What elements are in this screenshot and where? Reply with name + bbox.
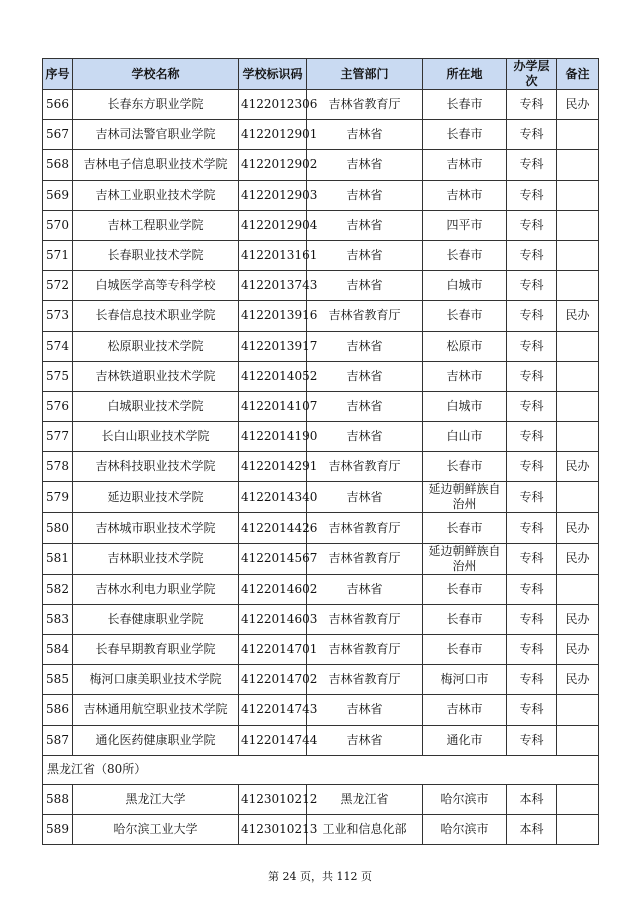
row-school-code: 4122014567 — [239, 543, 307, 574]
row-note — [557, 725, 599, 755]
row-school-code: 4122014190 — [239, 422, 307, 452]
row-level: 专科 — [507, 725, 557, 755]
row-department: 吉林省 — [307, 391, 423, 421]
row-location: 长春市 — [423, 120, 507, 150]
table-row — [43, 452, 599, 482]
row-school-code: 4122012902 — [239, 150, 307, 180]
row-school-code: 4122014340 — [239, 482, 307, 513]
row-school-code: 4122013743 — [239, 271, 307, 301]
row-school-name: 吉林工业职业技术学院 — [73, 180, 239, 210]
row-school-name: 白城医学高等专科学校 — [73, 271, 239, 301]
row-school-code: 4122013161 — [239, 240, 307, 270]
row-location: 长春市 — [423, 513, 507, 543]
row-serial: 567 — [43, 120, 73, 150]
row-note — [557, 271, 599, 301]
row-level: 专科 — [507, 210, 557, 240]
row-serial: 589 — [43, 814, 73, 844]
row-school-name: 吉林职业技术学院 — [73, 543, 239, 574]
header-location: 所在地 — [423, 59, 507, 90]
row-level: 专科 — [507, 331, 557, 361]
row-school-code: 4122014603 — [239, 604, 307, 634]
row-department: 吉林省 — [307, 210, 423, 240]
row-school-code: 4122012306 — [239, 90, 307, 120]
row-note: 民办 — [557, 665, 599, 695]
table-row — [43, 90, 599, 120]
row-location: 哈尔滨市 — [423, 814, 507, 844]
table-row — [43, 513, 599, 543]
row-school-name: 吉林城市职业技术学院 — [73, 513, 239, 543]
row-note — [557, 695, 599, 725]
table-row — [43, 150, 599, 180]
row-school-name: 长春职业技术学院 — [73, 240, 239, 270]
row-note — [557, 391, 599, 421]
row-level: 专科 — [507, 422, 557, 452]
row-school-name: 哈尔滨工业大学 — [73, 814, 239, 844]
row-school-code: 4122012901 — [239, 120, 307, 150]
province-group-row — [43, 755, 599, 784]
row-note — [557, 331, 599, 361]
row-department: 吉林省教育厅 — [307, 301, 423, 331]
school-roster-table — [42, 58, 599, 845]
row-note — [557, 180, 599, 210]
row-department: 吉林省教育厅 — [307, 604, 423, 634]
row-serial: 579 — [43, 482, 73, 513]
row-serial: 568 — [43, 150, 73, 180]
row-department: 吉林省 — [307, 240, 423, 270]
row-serial: 588 — [43, 784, 73, 814]
table-row — [43, 784, 599, 814]
row-school-code: 4122014701 — [239, 635, 307, 665]
row-note: 民办 — [557, 604, 599, 634]
row-serial: 572 — [43, 271, 73, 301]
row-school-name: 长春东方职业学院 — [73, 90, 239, 120]
row-location: 长春市 — [423, 301, 507, 331]
row-location: 长春市 — [423, 574, 507, 604]
row-school-name: 长白山职业技术学院 — [73, 422, 239, 452]
row-department: 吉林省 — [307, 482, 423, 513]
row-location: 松原市 — [423, 331, 507, 361]
row-department: 吉林省 — [307, 271, 423, 301]
row-location: 长春市 — [423, 604, 507, 634]
row-department: 黑龙江省 — [307, 784, 423, 814]
row-school-code: 4122014291 — [239, 452, 307, 482]
row-note: 民办 — [557, 90, 599, 120]
row-serial: 577 — [43, 422, 73, 452]
table-row — [43, 240, 599, 270]
row-serial: 576 — [43, 391, 73, 421]
row-serial: 569 — [43, 180, 73, 210]
row-school-name: 梅河口康美职业技术学院 — [73, 665, 239, 695]
row-location: 梅河口市 — [423, 665, 507, 695]
row-note: 民办 — [557, 301, 599, 331]
row-level: 专科 — [507, 665, 557, 695]
table-row — [43, 725, 599, 755]
table-row — [43, 331, 599, 361]
row-level: 专科 — [507, 482, 557, 513]
row-level: 专科 — [507, 271, 557, 301]
row-school-name: 长春健康职业学院 — [73, 604, 239, 634]
table-row — [43, 574, 599, 604]
row-department: 吉林省 — [307, 574, 423, 604]
row-school-name: 吉林科技职业技术学院 — [73, 452, 239, 482]
row-location: 长春市 — [423, 90, 507, 120]
row-department: 吉林省教育厅 — [307, 665, 423, 695]
table-row — [43, 814, 599, 844]
row-level: 专科 — [507, 695, 557, 725]
row-school-name: 吉林铁道职业技术学院 — [73, 361, 239, 391]
row-level: 专科 — [507, 604, 557, 634]
page-footer: 第 24 页，共 112 页 — [268, 870, 372, 883]
table-row — [43, 635, 599, 665]
row-serial: 574 — [43, 331, 73, 361]
table-row — [43, 271, 599, 301]
row-level: 专科 — [507, 452, 557, 482]
row-school-name: 吉林水利电力职业学院 — [73, 574, 239, 604]
row-location: 四平市 — [423, 210, 507, 240]
row-location: 吉林市 — [423, 361, 507, 391]
row-school-name: 黑龙江大学 — [73, 784, 239, 814]
row-school-code: 4122014744 — [239, 725, 307, 755]
row-serial: 571 — [43, 240, 73, 270]
header-serial: 序号 — [43, 59, 73, 90]
row-school-name: 长春信息技术职业学院 — [73, 301, 239, 331]
row-department: 吉林省教育厅 — [307, 513, 423, 543]
row-serial: 566 — [43, 90, 73, 120]
row-serial: 581 — [43, 543, 73, 574]
row-note — [557, 210, 599, 240]
row-level: 专科 — [507, 120, 557, 150]
row-school-code: 4123010213 — [239, 814, 307, 844]
row-note — [557, 784, 599, 814]
row-department: 吉林省 — [307, 695, 423, 725]
row-school-name: 吉林工程职业学院 — [73, 210, 239, 240]
table-row — [43, 391, 599, 421]
row-school-code: 4122014602 — [239, 574, 307, 604]
row-note: 民办 — [557, 635, 599, 665]
row-school-name: 松原职业技术学院 — [73, 331, 239, 361]
row-level: 专科 — [507, 301, 557, 331]
row-level: 专科 — [507, 240, 557, 270]
row-location: 延边朝鲜族自治州 — [423, 543, 507, 574]
row-department: 吉林省 — [307, 725, 423, 755]
row-level: 专科 — [507, 513, 557, 543]
row-level: 本科 — [507, 784, 557, 814]
province-group-label: 黑龙江省（80所） — [43, 755, 599, 784]
row-school-code: 4122014426 — [239, 513, 307, 543]
row-school-name: 通化医药健康职业学院 — [73, 725, 239, 755]
row-location: 延边朝鲜族自治州 — [423, 482, 507, 513]
row-school-code: 4122012903 — [239, 180, 307, 210]
row-department: 吉林省教育厅 — [307, 452, 423, 482]
row-school-name: 长春早期教育职业学院 — [73, 635, 239, 665]
row-level: 专科 — [507, 180, 557, 210]
row-school-name: 吉林通用航空职业技术学院 — [73, 695, 239, 725]
table-row — [43, 422, 599, 452]
row-school-code: 4122013916 — [239, 301, 307, 331]
table-header-row — [43, 59, 599, 90]
table-row — [43, 120, 599, 150]
row-school-code: 4122014702 — [239, 665, 307, 695]
row-serial: 580 — [43, 513, 73, 543]
row-location: 白城市 — [423, 271, 507, 301]
table-row — [43, 361, 599, 391]
header-school-name: 学校名称 — [73, 59, 239, 90]
row-serial: 575 — [43, 361, 73, 391]
header-school-code: 学校标识码 — [239, 59, 307, 90]
row-school-code: 4123010212 — [239, 784, 307, 814]
row-department: 吉林省 — [307, 180, 423, 210]
row-school-name: 白城职业技术学院 — [73, 391, 239, 421]
row-level: 专科 — [507, 90, 557, 120]
row-department: 吉林省 — [307, 422, 423, 452]
row-note: 民办 — [557, 543, 599, 574]
row-serial: 573 — [43, 301, 73, 331]
row-location: 长春市 — [423, 635, 507, 665]
row-location: 吉林市 — [423, 695, 507, 725]
table-row — [43, 180, 599, 210]
row-level: 专科 — [507, 150, 557, 180]
row-level: 专科 — [507, 574, 557, 604]
row-level: 专科 — [507, 391, 557, 421]
header-level: 办学层次 — [507, 59, 557, 90]
row-note — [557, 482, 599, 513]
row-location: 长春市 — [423, 452, 507, 482]
row-school-code: 4122014052 — [239, 361, 307, 391]
row-note — [557, 422, 599, 452]
row-department: 吉林省 — [307, 150, 423, 180]
table-row — [43, 695, 599, 725]
row-serial: 586 — [43, 695, 73, 725]
row-department: 吉林省教育厅 — [307, 90, 423, 120]
row-school-code: 4122013917 — [239, 331, 307, 361]
row-school-code: 4122014107 — [239, 391, 307, 421]
row-note: 民办 — [557, 513, 599, 543]
table-row — [43, 543, 599, 574]
row-school-code: 4122012904 — [239, 210, 307, 240]
row-location: 吉林市 — [423, 150, 507, 180]
row-serial: 583 — [43, 604, 73, 634]
row-level: 专科 — [507, 361, 557, 391]
table-row — [43, 301, 599, 331]
row-note — [557, 361, 599, 391]
row-note — [557, 240, 599, 270]
row-serial: 585 — [43, 665, 73, 695]
row-department: 吉林省 — [307, 361, 423, 391]
table-row — [43, 665, 599, 695]
header-department: 主管部门 — [307, 59, 423, 90]
row-location: 白山市 — [423, 422, 507, 452]
row-serial: 587 — [43, 725, 73, 755]
row-location: 长春市 — [423, 240, 507, 270]
row-department: 吉林省教育厅 — [307, 543, 423, 574]
row-location: 吉林市 — [423, 180, 507, 210]
row-school-name: 延边职业技术学院 — [73, 482, 239, 513]
row-serial: 582 — [43, 574, 73, 604]
row-school-name: 吉林电子信息职业技术学院 — [73, 150, 239, 180]
row-serial: 584 — [43, 635, 73, 665]
table-row — [43, 210, 599, 240]
row-department: 吉林省 — [307, 331, 423, 361]
row-note: 民办 — [557, 452, 599, 482]
row-serial: 578 — [43, 452, 73, 482]
row-note — [557, 150, 599, 180]
row-location: 白城市 — [423, 391, 507, 421]
table-row — [43, 482, 599, 513]
row-school-name: 吉林司法警官职业学院 — [73, 120, 239, 150]
row-level: 专科 — [507, 543, 557, 574]
row-department: 吉林省教育厅 — [307, 635, 423, 665]
row-department: 吉林省 — [307, 120, 423, 150]
row-note — [557, 574, 599, 604]
row-serial: 570 — [43, 210, 73, 240]
row-location: 哈尔滨市 — [423, 784, 507, 814]
row-department: 工业和信息化部 — [307, 814, 423, 844]
row-location: 通化市 — [423, 725, 507, 755]
row-level: 专科 — [507, 635, 557, 665]
row-note — [557, 120, 599, 150]
row-level: 本科 — [507, 814, 557, 844]
header-note: 备注 — [557, 59, 599, 90]
row-school-code: 4122014743 — [239, 695, 307, 725]
row-note — [557, 814, 599, 844]
table-row — [43, 604, 599, 634]
